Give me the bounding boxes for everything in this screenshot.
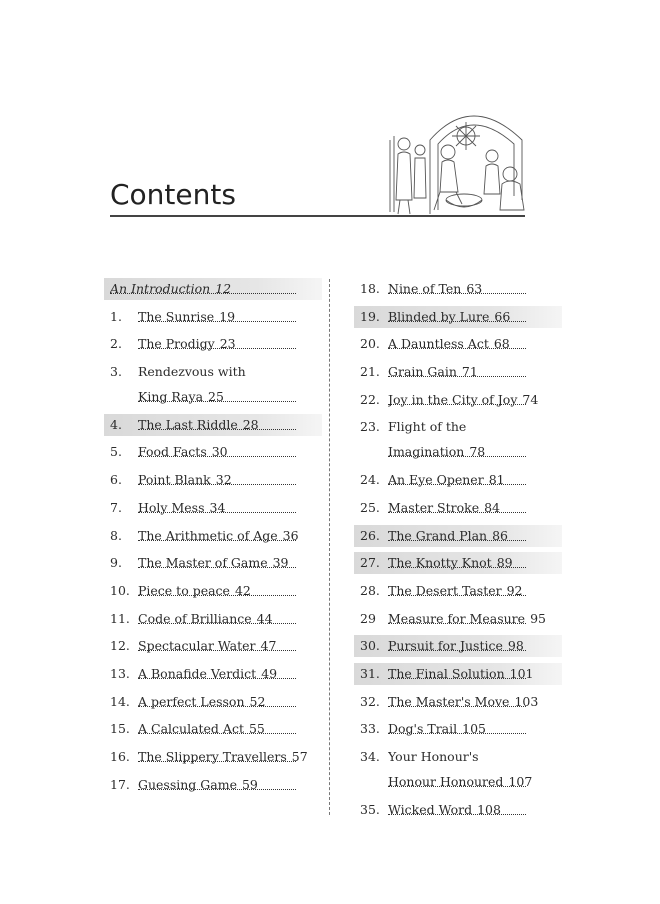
toc-entry[interactable]: [354, 552, 562, 574]
toc-entry-number: 4.: [110, 416, 122, 432]
toc-entry[interactable]: [104, 497, 322, 519]
toc-entry-page: 19: [219, 308, 236, 324]
toc-entry[interactable]: [104, 691, 322, 713]
toc-entry[interactable]: [104, 774, 322, 796]
toc-entry-title: Master Stroke: [388, 499, 480, 515]
toc-entry-title: Measure for Measure: [388, 610, 526, 626]
toc-entry-number: 33.: [360, 721, 380, 737]
toc-entry-title: The Last Riddle: [138, 416, 238, 432]
toc-entry-page: 98: [507, 638, 524, 654]
toc-entry-number: 5.: [110, 444, 122, 460]
toc-entry[interactable]: [104, 361, 322, 408]
toc-entry[interactable]: [104, 552, 322, 574]
toc-entry[interactable]: [104, 441, 322, 463]
toc-entry-title: A Calculated Act: [138, 721, 244, 737]
toc-entry-number: 24.: [360, 472, 380, 488]
toc-entry-number: 20.: [360, 336, 380, 352]
toc-entry-number: 17.: [110, 776, 130, 792]
toc-entry[interactable]: [104, 663, 322, 685]
toc-entry-page: 74: [522, 391, 539, 407]
toc-entry-title: Grain Gain: [388, 364, 457, 380]
toc-entry-title: Wicked Word: [388, 801, 473, 817]
toc-entry-page: 107: [508, 774, 533, 789]
toc-entry-page: 52: [249, 693, 266, 709]
toc-entry-number: 14.: [110, 693, 130, 709]
toc-entry[interactable]: [354, 525, 562, 547]
toc-entry-page: 105: [462, 721, 486, 737]
toc-entry-title: Rendezvous with: [138, 364, 246, 380]
toc-entry-title: The Knotty Knot: [388, 555, 492, 571]
toc-entry-page: 81: [488, 472, 505, 488]
toc-entry-number: 31.: [360, 665, 380, 681]
toc-entry-number: 11.: [110, 610, 130, 626]
toc-entry-number: 27.: [360, 555, 380, 571]
toc-entry[interactable]: [104, 333, 322, 355]
toc-entry-number: 9.: [110, 555, 122, 571]
toc-entry-page: 71: [461, 364, 478, 380]
toc-entry-number: 34.: [360, 749, 380, 764]
toc-entry-page: 30: [211, 444, 228, 460]
toc-entry-page: 47: [260, 638, 277, 654]
toc-entry-page: 92: [506, 582, 523, 598]
toc-entry[interactable]: [354, 278, 562, 300]
toc-entry[interactable]: [354, 799, 562, 821]
toc-entry-number: 10.: [110, 582, 130, 598]
toc-entry-page: 42: [234, 582, 251, 598]
toc-entry-number: 19.: [360, 308, 380, 324]
toc-entry-number: 18.: [360, 281, 380, 296]
toc-entry[interactable]: [104, 580, 322, 602]
toc-entry-page: 36: [282, 527, 299, 543]
toc-entry-title: Nine of Ten: [388, 281, 462, 296]
toc-entry[interactable]: [354, 663, 562, 685]
toc-entry-page: 84: [484, 499, 501, 515]
toc-entry-title: Joy in the City of Joy: [388, 391, 518, 407]
toc-entry[interactable]: [104, 306, 322, 328]
toc-entry[interactable]: [354, 333, 562, 355]
column-divider: [329, 279, 330, 815]
toc-entry-number: 25.: [360, 499, 380, 515]
toc-entry-number: 16.: [110, 749, 130, 764]
toc-entry-title: Pursuit for Justice: [388, 638, 503, 654]
toc-right-column: [354, 278, 562, 826]
toc-entry[interactable]: [104, 414, 322, 436]
toc-entry[interactable]: [354, 497, 562, 519]
toc-entry-page: 34: [209, 499, 226, 515]
toc-entry-number: 6.: [110, 472, 122, 488]
toc-entry[interactable]: [354, 306, 562, 328]
toc-entry[interactable]: [104, 718, 322, 740]
toc-entry[interactable]: [354, 361, 562, 383]
toc-entry-title: The Slippery Travellers: [138, 749, 287, 764]
toc-entry[interactable]: [104, 608, 322, 630]
toc-entry-number: 30.: [360, 638, 380, 654]
toc-entry[interactable]: [104, 746, 322, 768]
page-title: Contents: [110, 178, 236, 211]
toc-entry[interactable]: [354, 608, 562, 630]
toc-entry-title: The Sunrise: [138, 308, 215, 324]
toc-entry-title: Code of Brilliance: [138, 610, 252, 626]
toc-entry-page: 63: [466, 281, 483, 296]
toc-entry-page: 95: [530, 610, 546, 626]
toc-entry-title: Spectacular Water: [138, 638, 256, 654]
toc-entry-title: Imagination: [388, 444, 465, 460]
toc-entry-title: Your Honour's: [388, 749, 479, 764]
toc-entry-title: A Dauntless Act: [388, 336, 489, 352]
toc-entry-title: King Raya: [138, 389, 204, 405]
toc-entry-page: 66: [494, 308, 511, 324]
toc-entry[interactable]: [104, 469, 322, 491]
toc-entry-page: 103: [514, 693, 539, 709]
toc-entry-number: 21.: [360, 364, 380, 380]
toc-entry-title: Point Blank: [138, 472, 211, 488]
toc-entry-number: 32.: [360, 693, 380, 709]
toc-entry-page: 44: [256, 610, 273, 626]
toc-entry[interactable]: [354, 416, 562, 463]
toc-entry-number: 12.: [110, 638, 130, 654]
toc-entry-title: A Bonafide Verdict: [138, 665, 257, 681]
toc-entry-page: 68: [493, 336, 510, 352]
toc-entry-number: 28.: [360, 582, 380, 598]
toc-entry[interactable]: [354, 691, 562, 713]
toc-entry-title: Blinded by Lure: [388, 308, 490, 324]
toc-entry-page: 39: [272, 555, 289, 571]
toc-entry-page: 101: [509, 665, 534, 681]
toc-entry-page: 59: [241, 776, 258, 792]
toc-entry-page: 78: [469, 444, 486, 460]
toc-entry-title: A perfect Lesson: [138, 693, 245, 709]
toc-entry-page: 89: [496, 555, 513, 571]
toc-entry-number: 8.: [110, 527, 122, 543]
toc-entry-title: Dog's Trail: [388, 721, 458, 737]
toc-entry-page: 28: [242, 416, 259, 432]
toc-entry-number: 23.: [360, 419, 380, 435]
toc-entry[interactable]: [354, 389, 562, 411]
toc-entry[interactable]: [354, 746, 562, 793]
toc-entry-title: The Final Solution: [388, 665, 505, 681]
toc-entry-page: 49: [261, 665, 278, 681]
toc-entry-number: 15.: [110, 721, 130, 737]
toc-entry-page: 108: [477, 801, 501, 817]
toc-entry-title: The Master's Move: [388, 693, 510, 709]
toc-entry-number: 1.: [110, 308, 122, 324]
toc-entry-page: 23: [219, 336, 236, 352]
toc-entry-title: The Master of Game: [138, 555, 268, 571]
toc-entry-page: 12: [215, 281, 232, 296]
toc-entry-page: 25: [208, 389, 224, 405]
toc-entry[interactable]: [354, 718, 562, 740]
toc-entry-title: An Introduction: [110, 281, 211, 296]
toc-entry[interactable]: [104, 278, 322, 300]
toc-entry-title: The Desert Taster: [388, 582, 502, 598]
toc-entry-page: 86: [492, 527, 509, 543]
toc-entry-page: 32: [215, 472, 232, 488]
toc-entry-page: 55: [248, 721, 265, 737]
toc-entry[interactable]: [104, 635, 322, 657]
toc-entry-title: Guessing Game: [138, 776, 237, 792]
toc-entry-title: Food Facts: [138, 444, 207, 460]
toc-entry-number: 35.: [360, 801, 380, 817]
toc-entry-number: 29: [360, 610, 376, 626]
toc-entry-title: The Arithmetic of Age: [138, 527, 278, 543]
toc-entry[interactable]: [354, 580, 562, 602]
toc-entry-title: An Eye Opener: [388, 472, 484, 488]
toc-entry-title: Honour Honoured: [388, 774, 504, 789]
toc-left-column: [104, 278, 322, 801]
toc-entry-number: 22.: [360, 391, 380, 407]
toc-entry-page: 57: [291, 749, 308, 764]
toc-entry[interactable]: [104, 525, 322, 547]
toc-entry-title: The Grand Plan: [388, 527, 488, 543]
toc-entry-number: 2.: [110, 336, 122, 352]
toc-entry[interactable]: [354, 635, 562, 657]
toc-entry-title: Holy Mess: [138, 499, 205, 515]
toc-entry-title: Flight of the: [388, 419, 467, 435]
toc-entry-number: 26.: [360, 527, 380, 543]
toc-entry-title: The Prodigy: [138, 336, 215, 352]
toc-entry-title: Piece to peace: [138, 582, 230, 598]
toc-entry-number: 13.: [110, 665, 130, 681]
title-underline: [110, 215, 525, 217]
toc-entry-number: 7.: [110, 499, 122, 515]
king-court-illustration-icon: [382, 100, 534, 216]
toc-entry[interactable]: [354, 469, 562, 491]
toc-entry-number: 3.: [110, 364, 122, 380]
